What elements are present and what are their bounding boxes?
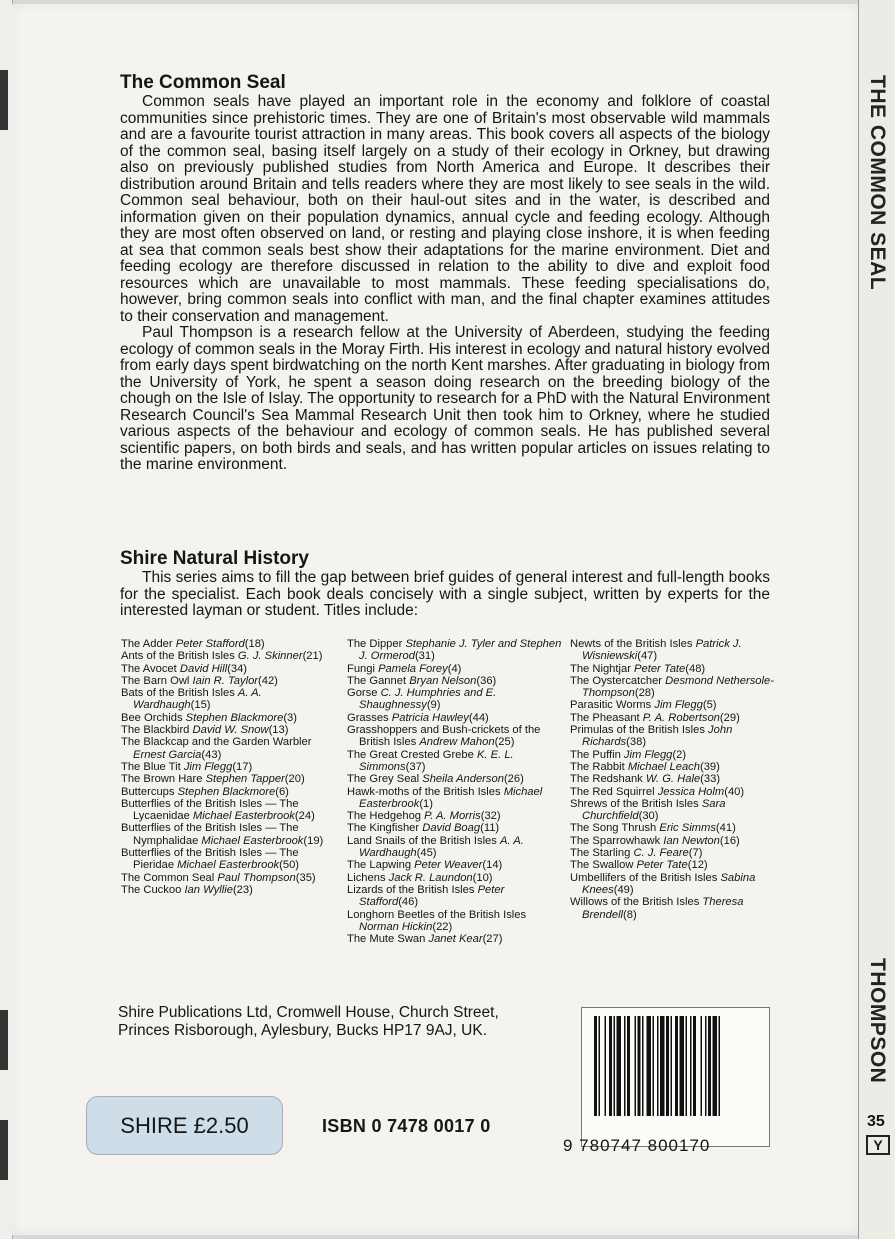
- title-entry: [570, 663, 785, 675]
- book-author: Sabina Knees: [582, 871, 756, 896]
- book-author: P. A. Robertson: [642, 711, 720, 724]
- book-title: Butterflies of the British Isles — The Lycaenidae: [121, 797, 299, 823]
- barcode-bar: [638, 1016, 641, 1116]
- series-number: (40): [724, 785, 745, 798]
- barcode-bar: [635, 1016, 637, 1116]
- series-number: (37): [405, 760, 426, 773]
- book-author: Michael Easterbrook: [359, 785, 543, 810]
- book-title: The Sparrowhawk: [570, 834, 664, 847]
- book-author: Norman Hickin: [359, 920, 433, 933]
- barcode-bar: [627, 1016, 630, 1116]
- book-author: Sara Churchfield: [582, 797, 726, 823]
- series-number: (1): [419, 797, 434, 810]
- title-entry: [570, 798, 785, 823]
- title-entry: [570, 712, 785, 724]
- title-entry: [347, 884, 565, 909]
- book-author: K. E. L. Simmons: [359, 748, 514, 773]
- edge-mark: [0, 1010, 8, 1070]
- book-title: The Starling: [570, 847, 634, 860]
- title-entry: [347, 749, 565, 774]
- book-title: Gorse: [347, 687, 381, 700]
- book-author: A. A. Wardhaugh: [359, 834, 524, 860]
- book-title: The Blackcap and the Garden Warbler: [121, 736, 312, 749]
- series-number: (45): [416, 847, 437, 860]
- series-intro: This series aims to fill the gap between brief guides of general interest and full-length books for the specialist. Each book deals concisely with a single subject, written by experts for the interested layman or student. Titles include:: [120, 569, 770, 619]
- book-author: Eric Simms: [659, 822, 716, 835]
- book-title: Longhorn Beetles of the British Isles: [347, 908, 527, 921]
- barcode-bar: [624, 1016, 626, 1116]
- book-title: Butterflies of the British Isles — The Nymphalidae: [121, 822, 299, 847]
- series-number: (49): [613, 883, 634, 896]
- title-entry: [121, 786, 339, 798]
- book-author: David W. Snow: [192, 724, 269, 737]
- barcode-bar: [693, 1016, 696, 1116]
- book-author: Stephanie J. Tyler and Stephen J. Ormerod: [359, 638, 562, 663]
- title-entry: [347, 773, 565, 785]
- book-title: Land Snails of the British Isles: [347, 834, 500, 847]
- book-author: Peter Weaver: [414, 859, 483, 872]
- book-author: Sheila Anderson: [422, 773, 504, 786]
- title-entry: [570, 749, 785, 761]
- title-entry: [570, 675, 785, 700]
- series-number: (31): [414, 650, 435, 663]
- title-entry: [570, 822, 785, 834]
- description-paragraph: Common seals have played an important role in the economy and folklore of coastal communities since prehistoric times. They are one of Britain's most observable wild mammals and are a favourite tourist attraction in many areas. This book covers all aspects of the biology of the common seal, basing itself largely on a study of their ecology in Orkney, but drawing also on previously published studies from North America and Europe. It describes their distribution around Britain and tells readers where they are most likely to see seals in the wild. Common seal behaviour, both on their haul-out sites and in the water, is described and information given on their population dynamics, annual cycle and feeding ecology. Although they are most often observed on land, or resting and playing close inshore, it is when feeding at sea that common seals best show their adaptations for the marine environment. Diet and feeding ecology are therefore discussed in relation to the ability to dive and exploit food resources which are unavailable to most mammals. These feeding specialisations do, however, bring common seals into conflict with man, and the final chapter examines attitudes to their conservation and management.: [120, 93, 770, 325]
- spine-title: THE COMMON SEAL: [866, 75, 889, 291]
- book-title: The Avocet: [121, 662, 180, 675]
- title-entry: [570, 638, 785, 663]
- book-author: Michael Easterbrook: [177, 859, 280, 872]
- series-number: (6): [275, 785, 289, 798]
- book-author: Michael Easterbrook: [192, 810, 295, 823]
- book-title: The Rabbit: [570, 760, 628, 773]
- series-number: (30): [638, 810, 659, 823]
- barcode-bar: [680, 1016, 685, 1116]
- book-title: Shrews of the British Isles: [570, 797, 702, 810]
- titles-column-2: [347, 638, 565, 945]
- book-author: Ian Newton: [663, 834, 720, 847]
- book-title: Butterflies of the British Isles — The Pieridae: [121, 847, 299, 872]
- series-number: (35): [295, 871, 316, 884]
- title-entry: [121, 712, 339, 724]
- section-title: The Common Seal: [120, 72, 286, 93]
- price-label: SHIRE £2.50: [120, 1112, 249, 1138]
- title-entry: [121, 736, 339, 761]
- book-author: Peter Tate: [636, 859, 688, 872]
- book-author: Desmond Nethersole-Thompson: [582, 674, 774, 700]
- series-number: (44): [468, 711, 489, 724]
- titles-column-3: [570, 638, 785, 921]
- title-entry: [121, 822, 339, 847]
- barcode-bar: [671, 1016, 673, 1116]
- book-title: The Song Thrush: [570, 822, 660, 835]
- book-title: The Barn Owl: [121, 674, 193, 687]
- series-section: [120, 548, 770, 620]
- book-title: The Great Crested Grebe: [347, 748, 477, 761]
- title-entry: [121, 638, 339, 650]
- book-author: W. G. Hale: [645, 773, 701, 786]
- series-number: (26): [503, 773, 524, 786]
- book-author: Stephen Blackmore: [185, 711, 284, 724]
- book-author: Peter Tate: [634, 662, 686, 675]
- title-entry: [347, 638, 565, 663]
- book-author: Jim Flegg: [654, 699, 703, 712]
- barcode-bar: [713, 1016, 718, 1116]
- book-title: The Brown Hare: [121, 773, 206, 786]
- book-author: Michael Leach: [627, 760, 700, 773]
- barcode-bar: [675, 1016, 678, 1116]
- book-author: P. A. Morris: [424, 810, 481, 823]
- title-entry: [347, 786, 565, 811]
- book-author: Patricia Hawley: [391, 711, 469, 724]
- book-author: Michael Easterbrook: [201, 834, 304, 847]
- barcode: [581, 1007, 770, 1147]
- series-number: (33): [700, 773, 721, 786]
- edge-mark: [0, 1120, 8, 1180]
- series-number: (23): [232, 883, 253, 896]
- title-entry: [121, 675, 339, 687]
- barcode-bar: [686, 1016, 688, 1116]
- titles-column-1: [121, 638, 339, 896]
- book-author: Andrew Mahon: [419, 736, 495, 749]
- title-entry: [570, 761, 785, 773]
- book-title: The Mute Swan: [347, 933, 429, 946]
- book-title: Umbellifers of the British Isles: [570, 871, 721, 884]
- book-author: Janet Kear: [428, 933, 483, 946]
- title-entry: [347, 835, 565, 860]
- barcode-bar: [690, 1016, 692, 1116]
- book-title: The Blackbird: [121, 724, 193, 737]
- series-number: (5): [702, 699, 717, 712]
- series-number: (39): [699, 760, 720, 773]
- book-author: C. J. Humphries and E. Shaughnessy: [359, 687, 497, 712]
- barcode-digits: 9 780747 800170: [563, 1136, 711, 1155]
- title-entry: [121, 773, 339, 785]
- book-author: Jack R. Laundon: [388, 871, 473, 884]
- series-number: (27): [482, 933, 503, 946]
- book-title: Ants of the British Isles: [121, 650, 238, 663]
- book-author: C. J. Feare: [633, 847, 689, 860]
- title-entry: [570, 786, 785, 798]
- book-author: Theresa Brendell: [582, 896, 744, 921]
- edge-mark: [0, 70, 8, 130]
- barcode-bar: [705, 1016, 707, 1116]
- book-author: Ernest Garcia: [133, 748, 202, 761]
- book-author: Peter Stafford: [175, 638, 245, 650]
- title-entry: [347, 810, 565, 822]
- series-number: (32): [480, 810, 501, 823]
- title-entry: [121, 650, 339, 662]
- series-number: (21): [302, 650, 323, 663]
- book-title: The Grey Seal: [347, 773, 423, 786]
- series-number: (17): [232, 760, 253, 773]
- series-number: (43): [201, 748, 222, 761]
- barcode-bar: [605, 1016, 607, 1116]
- title-entry: [570, 847, 785, 859]
- barcode-bar: [617, 1016, 622, 1116]
- book-author: Peter Stafford: [359, 883, 505, 909]
- book-author: Paul Thompson: [217, 871, 296, 884]
- title-entry: [347, 872, 565, 884]
- book-author: Jim Flegg: [623, 748, 673, 761]
- barcode-bar: [642, 1016, 644, 1116]
- book-author: John Richards: [582, 724, 733, 749]
- title-entry: [570, 896, 785, 921]
- title-entry: [347, 712, 565, 724]
- title-entry: [121, 798, 339, 823]
- book-title: The Redshank: [570, 773, 646, 786]
- barcode-bar: [599, 1016, 601, 1116]
- book-title: Newts of the British Isles: [570, 638, 696, 650]
- book-author: Jessica Holm: [657, 785, 725, 798]
- barcode-bar: [647, 1016, 652, 1116]
- book-title: Parasitic Worms: [570, 699, 655, 712]
- book-title: The Common Seal: [121, 871, 218, 884]
- series-number: (24): [294, 810, 315, 823]
- book-title: The Pheasant: [570, 711, 643, 724]
- book-author: Patrick J. Wisniewski: [582, 638, 742, 663]
- barcode-bar: [609, 1016, 612, 1116]
- series-number: (12): [687, 859, 708, 872]
- barcode-bar: [614, 1016, 616, 1116]
- spine-number: 35: [867, 1113, 885, 1130]
- title-entry: [347, 933, 565, 945]
- book-title: The Gannet: [347, 674, 410, 687]
- book-title: The Kingfisher: [347, 822, 423, 835]
- barcode-bar: [653, 1016, 655, 1116]
- title-entry: [570, 859, 785, 871]
- book-title: Buttercups: [121, 785, 178, 798]
- title-entry: [347, 663, 565, 675]
- book-title: The Adder: [121, 638, 176, 650]
- book-title: Grasses: [347, 711, 392, 724]
- spine-author: THOMPSON: [866, 958, 889, 1084]
- author-bio-paragraph: Paul Thompson is a research fellow at the University of Aberdeen, studying the feeding ecology of common seals in the Moray Firth. His interest in ecology and natural history evolved from early days spent birdwatching on the north Kent marshes. After graduating in biology from the University of York, he spent a season doing research on the breeding biology of the chough on the Isle of Islay. The opportunity to research for a PhD with the Natural Environment Research Council's Sea Mammal Research Unit then took him to Orkney, where he studied various aspects of the behaviour and ecology of common seals. He has published several scientific papers, on both birds and seals, and has written popular articles on issues relating to the marine environment.: [120, 324, 770, 473]
- title-entry: [121, 872, 339, 884]
- title-entry: [347, 687, 565, 712]
- series-number: (25): [494, 736, 515, 749]
- barcode-bar: [719, 1016, 721, 1116]
- barcode-bar: [666, 1016, 669, 1116]
- series-number: (11): [480, 822, 500, 835]
- series-number: (34): [227, 662, 248, 675]
- series-number: (19): [303, 834, 324, 847]
- title-entry: [121, 724, 339, 736]
- series-number: (18): [244, 638, 265, 650]
- series-number: (14): [482, 859, 503, 872]
- book-title: Bats of the British Isles: [121, 687, 238, 700]
- title-entry: [347, 675, 565, 687]
- series-number: (4): [447, 662, 462, 675]
- series-number: (3): [283, 711, 297, 724]
- series-number: (41): [715, 822, 736, 835]
- book-author: Bryan Nelson: [409, 674, 477, 687]
- book-title: Primulas of the British Isles: [570, 724, 709, 737]
- series-number: (2): [672, 748, 687, 761]
- series-number: (15): [190, 699, 211, 712]
- title-entry: [347, 859, 565, 871]
- spine: [858, 0, 895, 1239]
- about-section: [120, 72, 770, 474]
- book-title: The Lapwing: [347, 859, 415, 872]
- series-number: (46): [398, 896, 419, 909]
- book-author: Ian Wyllie: [184, 883, 233, 896]
- series-number: (20): [284, 773, 305, 786]
- series-number: (28): [634, 687, 655, 700]
- title-entry: [121, 884, 339, 896]
- series-number: (8): [623, 908, 637, 921]
- series-number: (7): [688, 847, 703, 860]
- series-number: (48): [685, 662, 706, 675]
- book-title: The Dipper: [347, 638, 406, 650]
- barcode-bar: [657, 1016, 659, 1116]
- book-title: The Puffin: [570, 748, 624, 761]
- title-entry: [347, 724, 565, 749]
- book-title: Willows of the British Isles: [570, 896, 703, 909]
- publisher-address: Shire Publications Ltd, Cromwell House, Church Street, Princes Risborough, Aylesbury, Bucks HP17 9AJ, UK.: [118, 1004, 499, 1039]
- series-number: (36): [476, 674, 497, 687]
- title-entry: [121, 761, 339, 773]
- barcode-bar: [708, 1016, 711, 1116]
- book-author: Stephen Blackmore: [177, 785, 276, 798]
- title-entry: [570, 699, 785, 711]
- book-title: The Swallow: [570, 859, 637, 872]
- book-title: Hawk-moths of the British Isles: [347, 785, 504, 798]
- title-entry: [347, 822, 565, 834]
- series-number: (13): [268, 724, 289, 737]
- series-number: (22): [432, 920, 453, 933]
- book-author: David Boag: [422, 822, 481, 835]
- title-entry: [121, 847, 339, 872]
- book-title: Grasshoppers and Bush-crickets of the British Isles: [347, 724, 541, 749]
- title-entry: [121, 663, 339, 675]
- barcode-bar: [701, 1016, 703, 1116]
- book-title: The Oystercatcher: [570, 674, 666, 687]
- price-sticker: [86, 1096, 283, 1155]
- book-author: A. A. Wardhaugh: [133, 687, 262, 712]
- shire-logo-icon: Y: [866, 1135, 890, 1155]
- book-author: David Hill: [179, 662, 228, 675]
- series-number: (10): [472, 871, 493, 884]
- book-author: Iain R. Taylor: [192, 674, 259, 687]
- title-entry: [570, 835, 785, 847]
- series-number: (38): [626, 736, 647, 749]
- title-entry: [347, 909, 565, 934]
- barcode-bars: [594, 1016, 758, 1116]
- book-title: The Red Squirrel: [570, 785, 658, 798]
- book-author: Stephen Tapper: [205, 773, 285, 786]
- series-title: Shire Natural History: [120, 548, 309, 569]
- book-title: Lizards of the British Isles: [347, 883, 478, 896]
- book-author: G. J. Skinner: [237, 650, 303, 663]
- title-entry: [570, 872, 785, 897]
- title-entry: [570, 773, 785, 785]
- book-title: Fungi: [347, 662, 379, 675]
- book-title: The Cuckoo: [121, 883, 185, 896]
- book-title: Lichens: [347, 871, 389, 884]
- book-author: Jim Flegg: [183, 760, 233, 773]
- isbn: ISBN 0 7478 0017 0: [322, 1116, 491, 1136]
- barcode-bar: [594, 1016, 597, 1116]
- series-number: (47): [637, 650, 658, 663]
- series-number: (9): [426, 699, 441, 712]
- series-number: (29): [719, 711, 740, 724]
- book-title: The Blue Tit: [121, 760, 184, 773]
- title-entry: [121, 687, 339, 712]
- book-title: Bee Orchids: [121, 711, 186, 724]
- title-entry: [570, 724, 785, 749]
- book-title: The Hedgehog: [347, 810, 425, 823]
- series-number: (50): [279, 859, 300, 872]
- book-author: Pamela Forey: [378, 662, 448, 675]
- series-number: (42): [258, 674, 278, 687]
- series-number: (16): [719, 834, 740, 847]
- barcode-bar: [660, 1016, 665, 1116]
- book-title: The Nightjar: [570, 662, 635, 675]
